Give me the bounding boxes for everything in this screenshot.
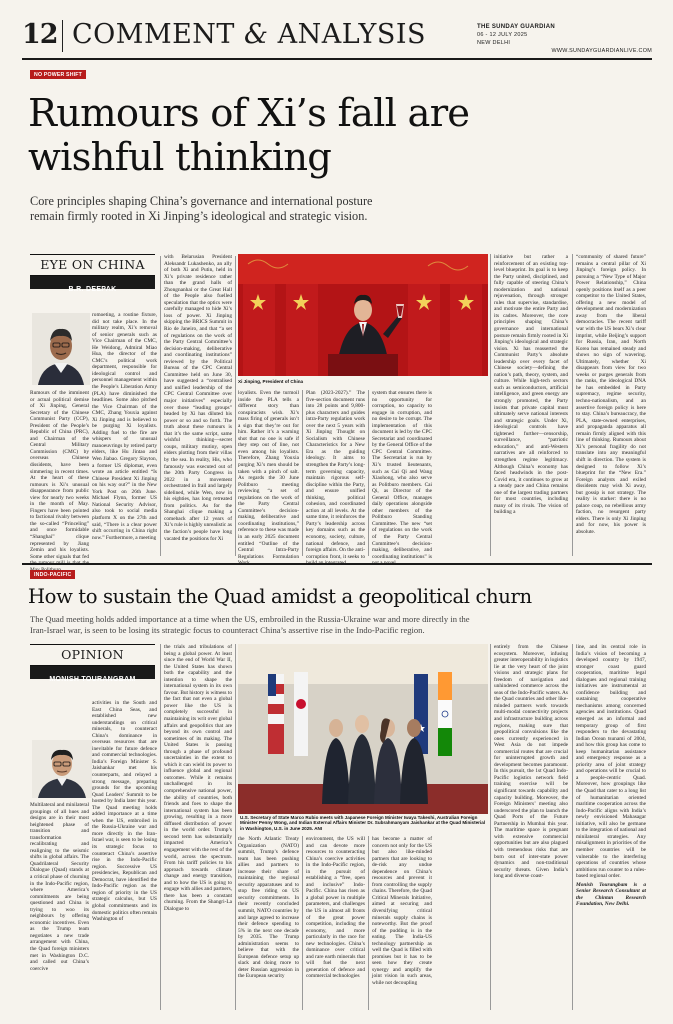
article2-col1: activities in the South and East China Seas, and established new understandings on critical minerals, to counteract China’s dominance in overseas resources that are inevitable for future defence and commercial technologies. India’s Foreign Minister S. Jaishankar met his counterparts, and relayed a strong message, preparing grounds for the upcoming Quad Leaders’ Summit to be hosted by India later this year. The Quad meeting holds added importance at a time when the US, embroiled in the Russia-Ukraine war and more directly in the Iran-Israel war, is seen to be losing its strategic focus to counteract China’s assertive rise in the Indo-Pacific region. Successive US presidencies, Republican and Democrat, have identified the Indo-Pacific region as the region of priority in the US strategic calculus, but US global commitments and its domestic politics often remain Washington of (92, 700, 157, 923)
section-amp: & (244, 19, 269, 50)
website-link[interactable]: WWW.SUNDAYGUARDIANLIVE.COM (551, 48, 652, 54)
column-name: OPINION (61, 647, 124, 662)
deck-article1 (30, 194, 650, 223)
article2-col5: has become a matter of concern not only for the US but also like-minded partners that are looking to de-risk any undue dependence on China’s resources and prevent it from controlling the supply chains. Therefore, the Quad Critical Minerals Initiative, aimed at securing and diversifying critical minerals supply chains is noteworthy. But the proof of the pudding is in the eating. The India-US technology partnership as well the Quad is filled with promises but it has to be seen how they create synergy and amplify the joint vision in such areas, while not decoupling (372, 836, 432, 987)
column-divider (368, 836, 369, 1010)
deck2-line2: Iran-Israel war, is seen to be losing its strategic focus to counteract China’s assertive rise in the Indo-Pacific region. (30, 625, 425, 635)
deck-article2 (30, 614, 650, 636)
author-name: B.R. DEEPAK (68, 286, 117, 293)
masthead (22, 18, 652, 58)
article2-col3: the North Atlantic Treaty Organization (NATO) summit, Trump’s defence team has been pushing allies and partners to increase their share of maintaining the regional security apparatuses and to stop free riding on US security commitments. In their recently concluded summit, NATO countries by and large agreed to increase their defence spending to 5% in the next one decade by 2035. The Trump administration seems to believe that with the European defence setup up slack and doing more to deter Russian aggression in the European security (238, 836, 299, 980)
author-bar (30, 276, 155, 293)
quad-ministers-photo (238, 644, 488, 814)
column-divider (302, 390, 303, 556)
article2-col0: Multilateral and minilateral groupings of all hues and designs are in their most heightened phase of transition and transformation recalibrating and realigning to the seismic shifts in global affairs. The Quadrilateral Security Dialogue (Quad) stands at a critical phase of churning in the Indo-Pacific region, where America’s commitments are being questioned and China is trying to woo its neighbours by offering economic incentives. Even as the Trump team negotiates a new trade arrangement with China, the Quad foreign ministers met in Washington D.C. and called out China’s coercive (30, 802, 89, 972)
dateline: 06 - 12 JULY 2025 (477, 32, 528, 38)
article2-col7 (576, 644, 646, 1010)
article1-col6: initiative but rather a reinforcement of an existing top-level blueprint. Its goal is to keep the Party united, disciplined, and fully capable of steering China’s modernization and national rejuvenation, through stronger rules that supervise, standardise, and motivate the entire Party and its cadres. Moreover, the core principles shaping China’s governance and international posture remain firmly rooted in Xi Jinping’s ideological and strategic vision. Xi has reasserted the Communist Party’s absolute leadership over every facet of Chinese society—defining the nation’s path, theory, system, and culture. While high-tech sectors such as semiconductors, artificial intelligence, and green energy are strongly promoted, the Party insists that private capital must ultimately serve national interests and strategic goals. Under Xi, ideological controls have tightened further—censorship, surveillance, “patriotic education,” and anti-Western narratives are all reinforced to strengthen regime legitimacy. Although China’s economy has faced headwinds in the post-Covid era, it continues to grow at a steady pace and China remains one of the largest trading partners for most countries, including many of its rivals. The vision of building a (494, 254, 568, 516)
column-divider (490, 644, 491, 1010)
article2-col4: environment, the US will and can devote more resources to counteracting China’s coercive activities in the Indo-Pacific region, in the pursuit of establishing a “free, open and inclusive” Indo-Pacific. China has risen as a global power in multiple parameters, and challenges the US in almost all fronts of the great power competition, including the economy, and more particularly in the race for new technologies. China’s dominance over critical and rare earth minerals that will fuel the next generation of defence and commercial technologies (306, 836, 365, 980)
paper-name: THE SUNDAY GUARDIAN (477, 24, 556, 30)
column-divider (368, 390, 369, 556)
article1-col7: “community of shared future” remains a central pillar of Xi Jinping’s foreign policy. In pursuing a “New Type of Major Power Relationship,” China openly positions itself as a peer competitor to the United States, offering a new model of development and modernization away from the liberal democracies. The recent tariff war with the US bears Xi’s clear imprint, while Beijing’s support for Russia, Iran, and North Korea has remained steady and shows no sign of wavering. Ultimately, whether Xi disappears from view for two weeks or purges generals from the ranks, the ideological DNA he has embedded in Party supremacy, regime security, techno-nationalism, and an assertive foreign policy is here to stay. China’s bureaucracy, the PLA, state-owned enterprises, and propaganda apparatus all remain firmly aligned with this line of thinking. Rumours about Xi’s personal fragility do not translate into any meaningful shift in direction. The system is designed to follow Xi’s blueprint for the “New Era.” Foreign analysts and exiled dissidents may wish Xi away, but gossip is not strategy. The reality is starker: there is no palace coup, no rebellious army faction, no resurgent party elders. There is only Xi Jinping and for now, his power is absolute. (576, 254, 646, 535)
column-divider (490, 254, 491, 556)
article1-col5: system that ensures there is no opportunity for corruption, no capacity to engage in corruption, and no desire to be corrupt. The implementation of this document is led by the CPC Secretariat and coordinated by the General Office of the CPC Central Committee. The Secretariat is run by Xi’s trusted lieutenants, such as Cai Qi and Wang Xiaohong, who also serve as Politburo members. Cai Qi, as Director of the General Office, manages daily operations alongside other members of the Politburo Standing Committee. The new “set of regulations on the work of the Party Central Committee’s decision-making, deliberative, and coordinating institutions” is (372, 390, 432, 560)
article2-col2: the trials and tribulations of being a global power. At least since the end of World War II, the United States has shown both the capability and the intention to shape the international system in its own favour. But history is witness to the fact that not even a global power like the US is completely successful in maintaining its writ over global affairs and geopolitics that are beyond its own control and sometimes of its making. The United States is passing through a phase of profound uncertainties in the extent to which it can wield its power to influence global and regional outcomes. While it remains unchallenged in its comprehensive national power, the ability of countries, both friends and foes to shape the international system has been growing, resulting in a more diffused distribution of power in the world order. Trump’s second term has substantially impacted America’s engagement with the rest of the world, across the spectrum. From his tariff policies to his approach towards climate change and energy transition, and to how the US is going to engage with allies and partners, there has been a constant churning. From the Shangri-La Dialogue to (164, 644, 232, 912)
article1-col0: Rumours of the imminent or actual political demise of Xi Jinping, General Secretary of the Chinese Communist Party (CCP), President of the People’s Republic of China (PRC), and Chairman of the Central Military Commission (CMC) by overseas Chinese dissidents, have been simmering in recent times. At the heart of these rumours is Xi’s unusual disappearance from public view for nearly two weeks in the month of May. Fingers have been pointed to factional rivalry between the so-called “Princeling” and once formidable “Shanghai” clique represented by Jiang Zemin and his loyalists. Some other signals that fed (30, 390, 89, 560)
photo-caption-article1: Xi Jinping, President of China (238, 379, 304, 384)
article2-col7-text: line, and its central role in India’s vision of becoming a developed country by 1947, stronger coast guard cooperation, maritime legal dialogues and regional training initiatives are instrumental at confidence building and sustaining cooperative mechanisms among concerned agencies and institutions. Quad emerged as an informal and temporary group of first responders to the devastating Indian Ocean tsunami of 2004, and how this group has come to keep humanitarian assistance and emergency response as a priority area of joint strategy and operations will be crucial to a people-centric Quad. Moreover, how groupings like the Quad that cater to a long list of humanitarian oriented maritime cooperation across the Indo-Pacific aligns with India’s newly envisioned Mahasagar initiative, will also be germane to the integration of national and minilateral strategies. Any misalignment in priorities of the member countries will be vulnerable to the interfering operations of countries whose ambitions run counter to a rules-based regional order. (576, 644, 646, 880)
masthead-rule (22, 58, 652, 60)
kicker-indo-pacific: INDO-PACIFIC (30, 570, 75, 579)
author-bar (30, 666, 155, 683)
section-title-left: COMMENT (72, 19, 235, 50)
city: NEW DELHI (477, 40, 511, 46)
headline-line1: Rumours of Xi’s fall are (28, 91, 470, 136)
author-bio: Monish Tourangbam is a Senior Research Consultant at the Chintan Research Foundation, New Delhi. (576, 881, 646, 908)
article2-col6: entirely from the Chinese ecosystem. Moreover, infusing greater interoperability in logistics lie at the very heart of the joint visions and strategic plans for freedom of navigation and unhindered commerce across the seas of the Indo-Pacific waters. As the Quad countries and other like-minded partners work towards multi-modal connectivity projects and infrastructure building across regions, making sure that geopolitical convulsions like the ones currently experienced in West Asia do not impede commercial routes that are crucial for uninterrupted growth and development becomes paramount. In this pursuit, the 1st Quad Indo-Pacific logistics network field training exercise will be significant towards capability and capacity building. Moreover, the Foreign Ministers’ meeting also underscored the plan to launch the Quad Ports of the Future Partnership in Mumbai this year. The maritime space is pregnant with extensive commercial opportunities but are also plagued with tremendous risks that are born out of inter-state power dynamics and non-traditional security threats. Given India’s long and diverse coast- (494, 644, 568, 880)
column-divider (302, 836, 303, 1010)
column-divider (572, 254, 573, 556)
column-divider (235, 256, 236, 556)
article1-col2: with Belarusian President Aleksandr Lukashenko, an ally of both Xi and Putin, held in Xi’s private residence rather than the grand halls of Zhongnanhai or the Great Hall of the People also fuelled speculation that the optics were carefully managed to hide Xi’s loss of power. Xi Jinping skipping the BRICS Summit in Rio de Janeiro, and that “a set of regulations on the work of the Party Central Committee’s decision-making, deliberative and coordinating institutions” reviewed by the Political Bureau of the CPC Central Committee held on June 30, have suggested a “centralised and unified leadership of the CPC Central Committee over major initiatives” especially over those “leading groups” headed by Xi has diluted his power or so and so forth. The truth about these rumours is that it’s the same script, same wishful thinking—secret coups, military mutiny, open elders plotting from their villas by the sea. In reality, His, who famously was executed out of the 20th Party Congress in 2022 in a movement orchestrated in frail and largely sidelined, while Wen, now in his eighties, has long retreated from politics. As for the Shanghai clique making a comeback after 12 years of Xi’s rule is highly unrealistic as the faction’s people have long vacated the positions for Xi (164, 254, 232, 542)
headline-line2: wishful thinking (28, 135, 332, 180)
headline-article1[interactable] (28, 92, 648, 180)
section-title-right: ANALYSIS (277, 19, 426, 50)
author-portrait (32, 313, 90, 385)
article-separator (22, 563, 652, 565)
author-name: MONISH TOURANGBAM (49, 676, 136, 683)
column-divider (160, 644, 161, 1010)
column-divider (572, 644, 573, 1010)
column-name: EYE ON CHINA (40, 257, 145, 272)
deck2-line1: The Quad meeting holds added importance at a time when the US, embroiled in the Russia-Ukraine war and more directly in the (30, 614, 470, 624)
column-banner-eye-on-china (30, 254, 155, 276)
page-number: 12 (22, 19, 58, 50)
column-divider (160, 256, 161, 556)
masthead-divider (62, 20, 63, 52)
column-banner-opinion (30, 644, 155, 666)
deck-line2: remain firmly rooted in Xi Jinping’s ideological and strategic vision. (30, 208, 368, 223)
section-title (72, 20, 426, 50)
article1-col3: loyalists. Even the turmoil inside the PLA tells a different story than conspiracists wish. Xi’s mass firing of generals isn’t a sign that they’re out for him. Rather it’s a warning shot that no one is safe if they step out of line, not even among his loyalists. Therefore, Zhang Youxia purging Xi’s men should be taken with a pinch of salt. As regards the 30 June Politburo meeting reviewing “a set of regulations on the work of the Party Central Committee’s decision-making, deliberative and coordinating institutions,” reference to these was made in an early 2025 document entitled “Outline of the Central Intra-Party Regulations Formulation (238, 390, 299, 560)
headline-article2[interactable]: How to sustain the Quad amidst a geopolitical churn (28, 585, 532, 608)
kicker-no-power-shift: NO POWER SHIFT (30, 70, 86, 79)
deck-line1: Core principles shaping China’s governance and international posture (30, 194, 373, 208)
article1-col1: romoeting, a routine fixture, did not take place. In the military realm, Xi’s removal of senior generals such as Vice Chairman of the CMC, He Weidong, Admiral Miao Hua, the director of the CMC’s political work department, responsible for ideological control and personnel management within the People’s Liberation Army (PLA) have diminished the headlines. Some also pitched the Vice Chairman of the CMC, Zhang Youxia against Xi Jinping and is believed to be purging Xi loyalists. Adding fuel to the fire are whispers of unusual manoeuvrings by retired party elders, like Hu Jintao and Wen Jiabao. Gregory Slayton, a former US diplomat, even wrote an article entitled “Is Chinese President Xi Jinping on his way out?” in the New York Post on 26th June. Michael Flynn, former US National Security Advisor, also took to social media platform X on the 27th and said, “There is a clear power shift occurring in China right now.” Furthermore, a meeting (92, 312, 157, 541)
author-portrait (32, 740, 92, 798)
xi-jinping-photo (238, 254, 488, 376)
article1-col4: Plan (2023-2027).” The five-section document runs into 28 points and 9,800-plus characters and guides intra-Party regulation work over the next 5 years with Xi Jinping Thought on Socialism with Chinese Characteristics for a New Era as the guiding ideology. It aims to strengthen the Party’s long-term governing capacity, maintain rigorous self-discipline within the Party, and ensure unified thinking, political cohesion, and coordinated action at all levels. At the same time, it reinforces the Party’s leadership across key domains such as the economy, society, culture, national defence, and foreign affairs. On the anti-corruption front, it seeks to (306, 390, 365, 560)
column-divider (235, 644, 236, 1010)
photo-caption-article2: U.S. Secretary of State Marco Rubio meets with Japanese Foreign Minister Iwaya Takeshi, Australian Foreign Minister Penny Wong, and Indian External Affairs Minister Dr. Subrahmanyam Jaishankar at the Quad Ministerial in Washington, U.S. in June 2025. ANI (240, 815, 486, 831)
